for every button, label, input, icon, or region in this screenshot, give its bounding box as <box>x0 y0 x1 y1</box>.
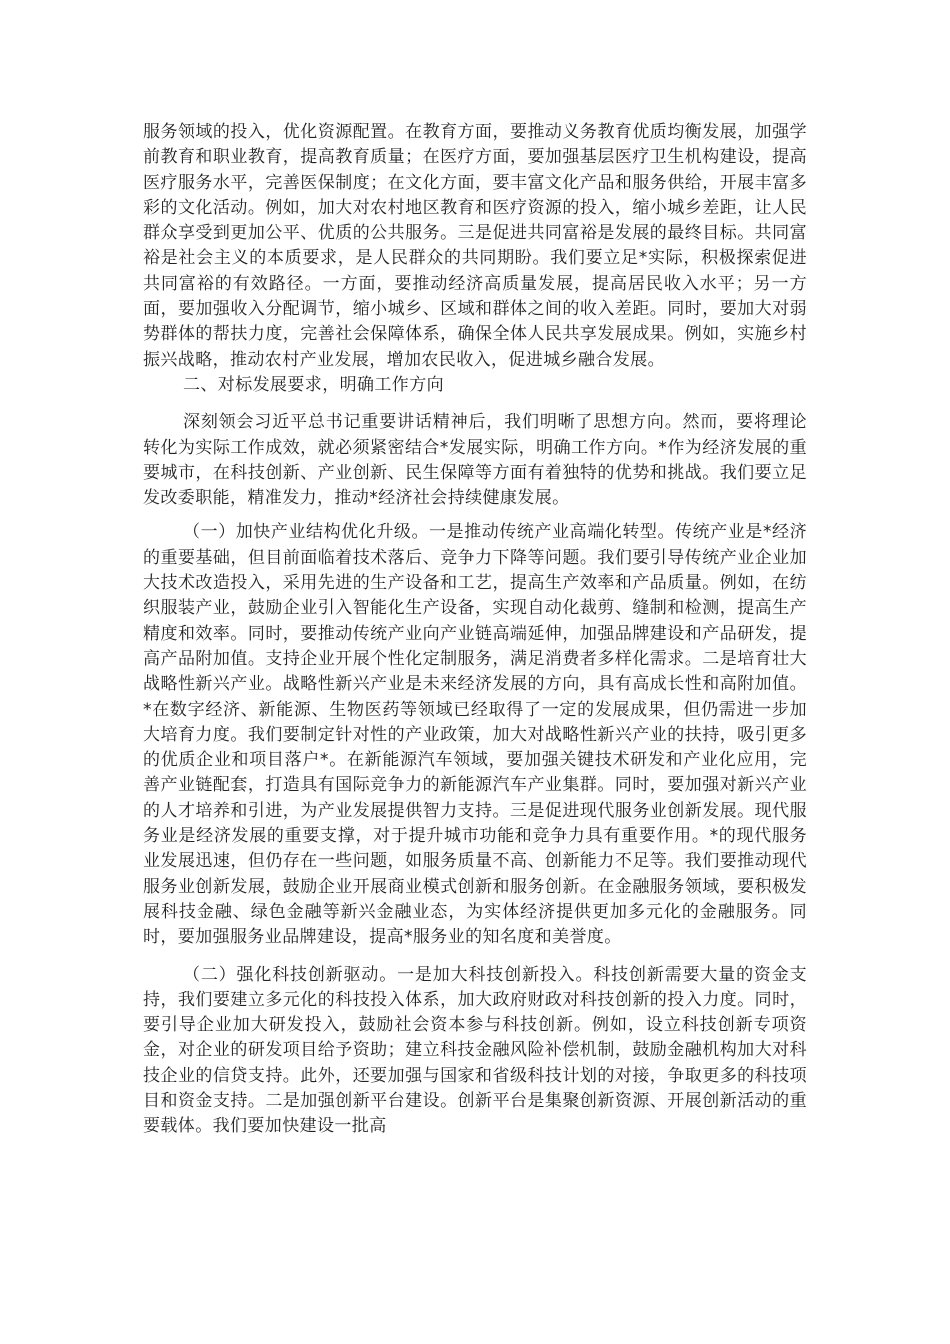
paragraph-tech-innovation: （二）强化科技创新驱动。一是加大科技创新投入。科技创新需要大量的资金支持，我们要建立多元化的科技投入体系，加大政府财政对科技创新的投入力度。同时，要引导企业加大研发投入，鼓励社会资本参与科技创新。例如，设立科技创新专项资金，对企业的研发项目给予资助；建立科技金融风险补偿机制，鼓励金融机构加大对科技企业的信贷支持。此外，还要加强与国家和省级科技计划的对接，争取更多的科技项目和资金支持。二是加强创新平台建设。创新平台是集聚创新资源、开展创新活动的重要载体。我们要加快建设一批高 <box>143 964 807 1137</box>
paragraph-industry-structure: （一）加快产业结构优化升级。一是推动传统产业高端化转型。传统产业是*经济的重要基础，但目前面临着技术落后、竞争力下降等问题。我们要引导传统产业企业加大技术改造投入，采用先进的生产设备和工艺，提高生产效率和产品质量。例如，在纺织服装产业，鼓励企业引入智能化生产设备，实现自动化裁剪、缝制和检测，提高生产精度和效率。同时，要推动传统产业向产业链高端延伸，加强品牌建设和产品研发，提高产品附加值。支持企业开展个性化定制服务，满足消费者多样化需求。二是培育壮大战略性新兴产业。战略性新兴产业是未来经济发展的方向，具有高成长性和高附加值。*在数字经济、新能源、生物医药等领域已经取得了一定的发展成果，但仍需进一步加大培育力度。我们要制定针对性的产业政策，加大对战略性新兴产业的扶持，吸引更多的优质企业和项目落户*。在新能源汽车领域，要加强关键技术研发和产业化应用，完善产业链配套，打造具有国际竞争力的新能源汽车产业集群。同时，要加强对新兴产业的人才培养和引进，为产业发展提供智力支持。三是促进现代服务业创新发展。现代服务业是经济发展的重要支撑，对于提升城市功能和竞争力具有重要作用。*的现代服务业发展迅速，但仍存在一些问题，如服务质量不高、创新能力不足等。我们要推动现代服务业创新发展，鼓励企业开展商业模式创新和服务创新。在金融服务领域，要积极发展科技金融、绿色金融等新兴金融业态，为实体经济提供更加多元化的金融服务。同时，要加强服务业品牌建设，提高*服务业的知名度和美誉度。 <box>143 522 807 948</box>
paragraph-intro: 深刻领会习近平总书记重要讲话精神后，我们明晰了思想方向。然而，要将理论转化为实际工作成效，就必须紧密结合*发展实际，明确工作方向。*作为经济发展的重要城市，在科技创新、产业创新、民生保障等方面有着独特的优势和挑战。我们要立足发改委职能，精准发力，推动*经济社会持续健康发展。 <box>143 412 807 509</box>
section-heading: 二、对标发展要求，明确工作方向 <box>183 374 444 395</box>
paragraph-continuation: 服务领域的投入，优化资源配置。在教育方面，要推动义务教育优质均衡发展，加强学前教育和职业教育，提高教育质量；在医疗方面，要加强基层医疗卫生机构建设，提高医疗服务水平，完善医保制度；在文化方面，要丰富文化产品和服务供给，开展丰富多彩的文化活动。例如，加大对农村地区教育和医疗资源的投入，缩小城乡差距，让人民群众享受到更加公平、优质的公共服务。三是促进共同富裕是发展的最终目标。共同富裕是社会主义的本质要求，是人民群众的共同期盼。我们要立足*实际，积极探索促进共同富裕的有效路径。一方面，要推动经济高质量发展，提高居民收入水平；另一方面，要加强收入分配调节，缩小城乡、区域和群体之间的收入差距。同时，要加大对弱势群体的帮扶力度，完善社会保障体系，确保全体人民共享发展成果。例如，实施乡村振兴战略，推动农村产业发展，增加农民收入，促进城乡融合发展。 <box>143 122 807 370</box>
document-page <box>143 120 807 1140</box>
